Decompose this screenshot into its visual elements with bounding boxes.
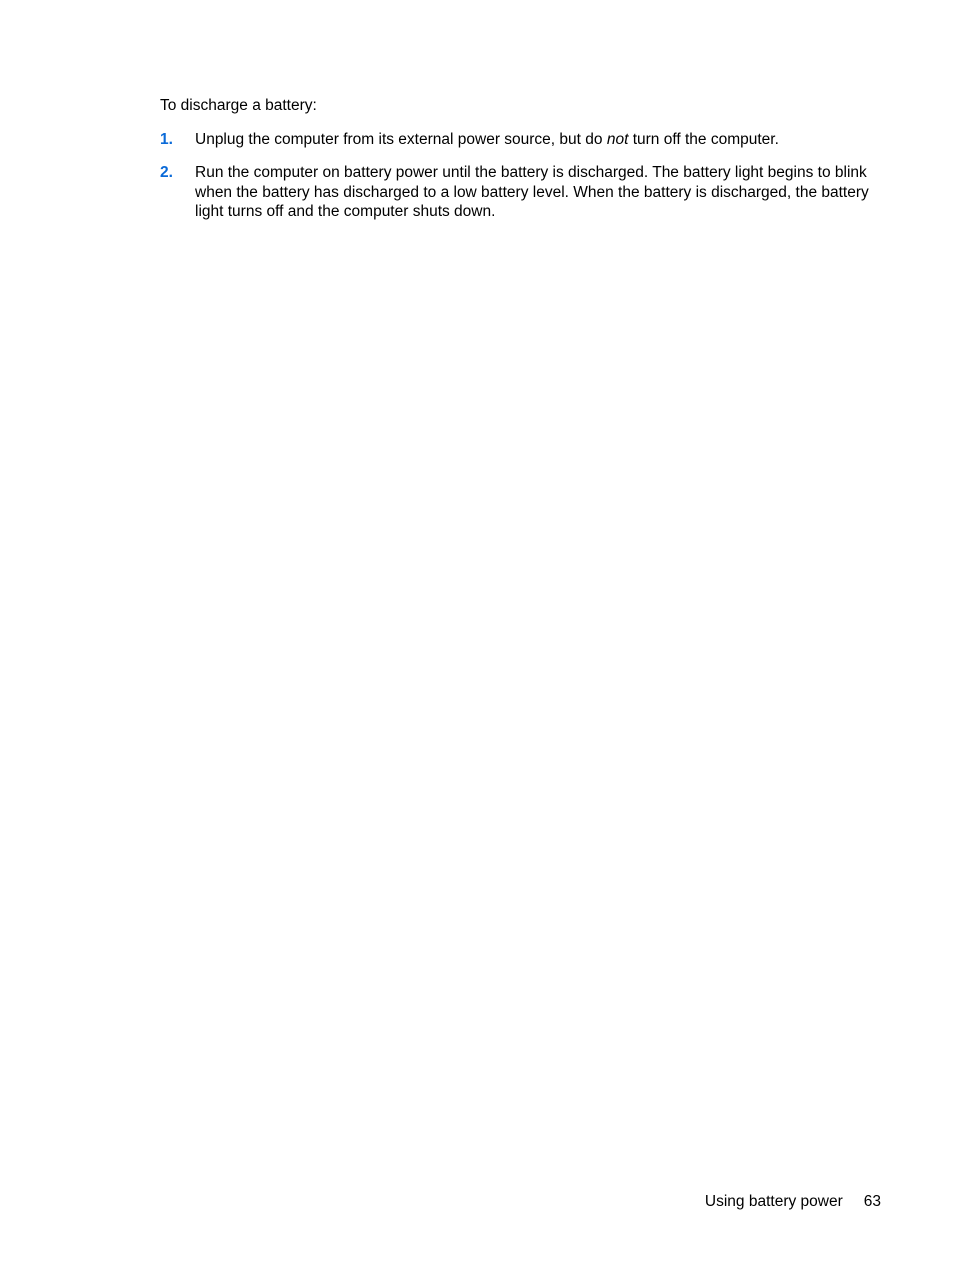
list-item-step-2 [160,163,884,222]
steps-list [160,130,884,235]
step-number: 2. [160,164,173,181]
step-text-after: turn off the computer. [628,131,779,148]
step-text [195,130,884,150]
step-number: 1. [160,131,173,148]
step-text-emphasis: not [606,131,629,148]
step-text: Run the computer on battery power until the battery is discharged. The battery light begins to blink when the battery has discharged to a low battery level. When the battery is discharged, the battery light turns off and the computer shuts down. [195,164,869,220]
page-footer [705,1192,881,1212]
page-number: 63 [863,1193,881,1210]
intro-text: To discharge a battery: [160,97,317,114]
list-item-step-1 [160,130,884,150]
footer-section-title: Using battery power [704,1193,843,1210]
step-text-before: Unplug the computer from its external power source, but do [195,131,607,148]
